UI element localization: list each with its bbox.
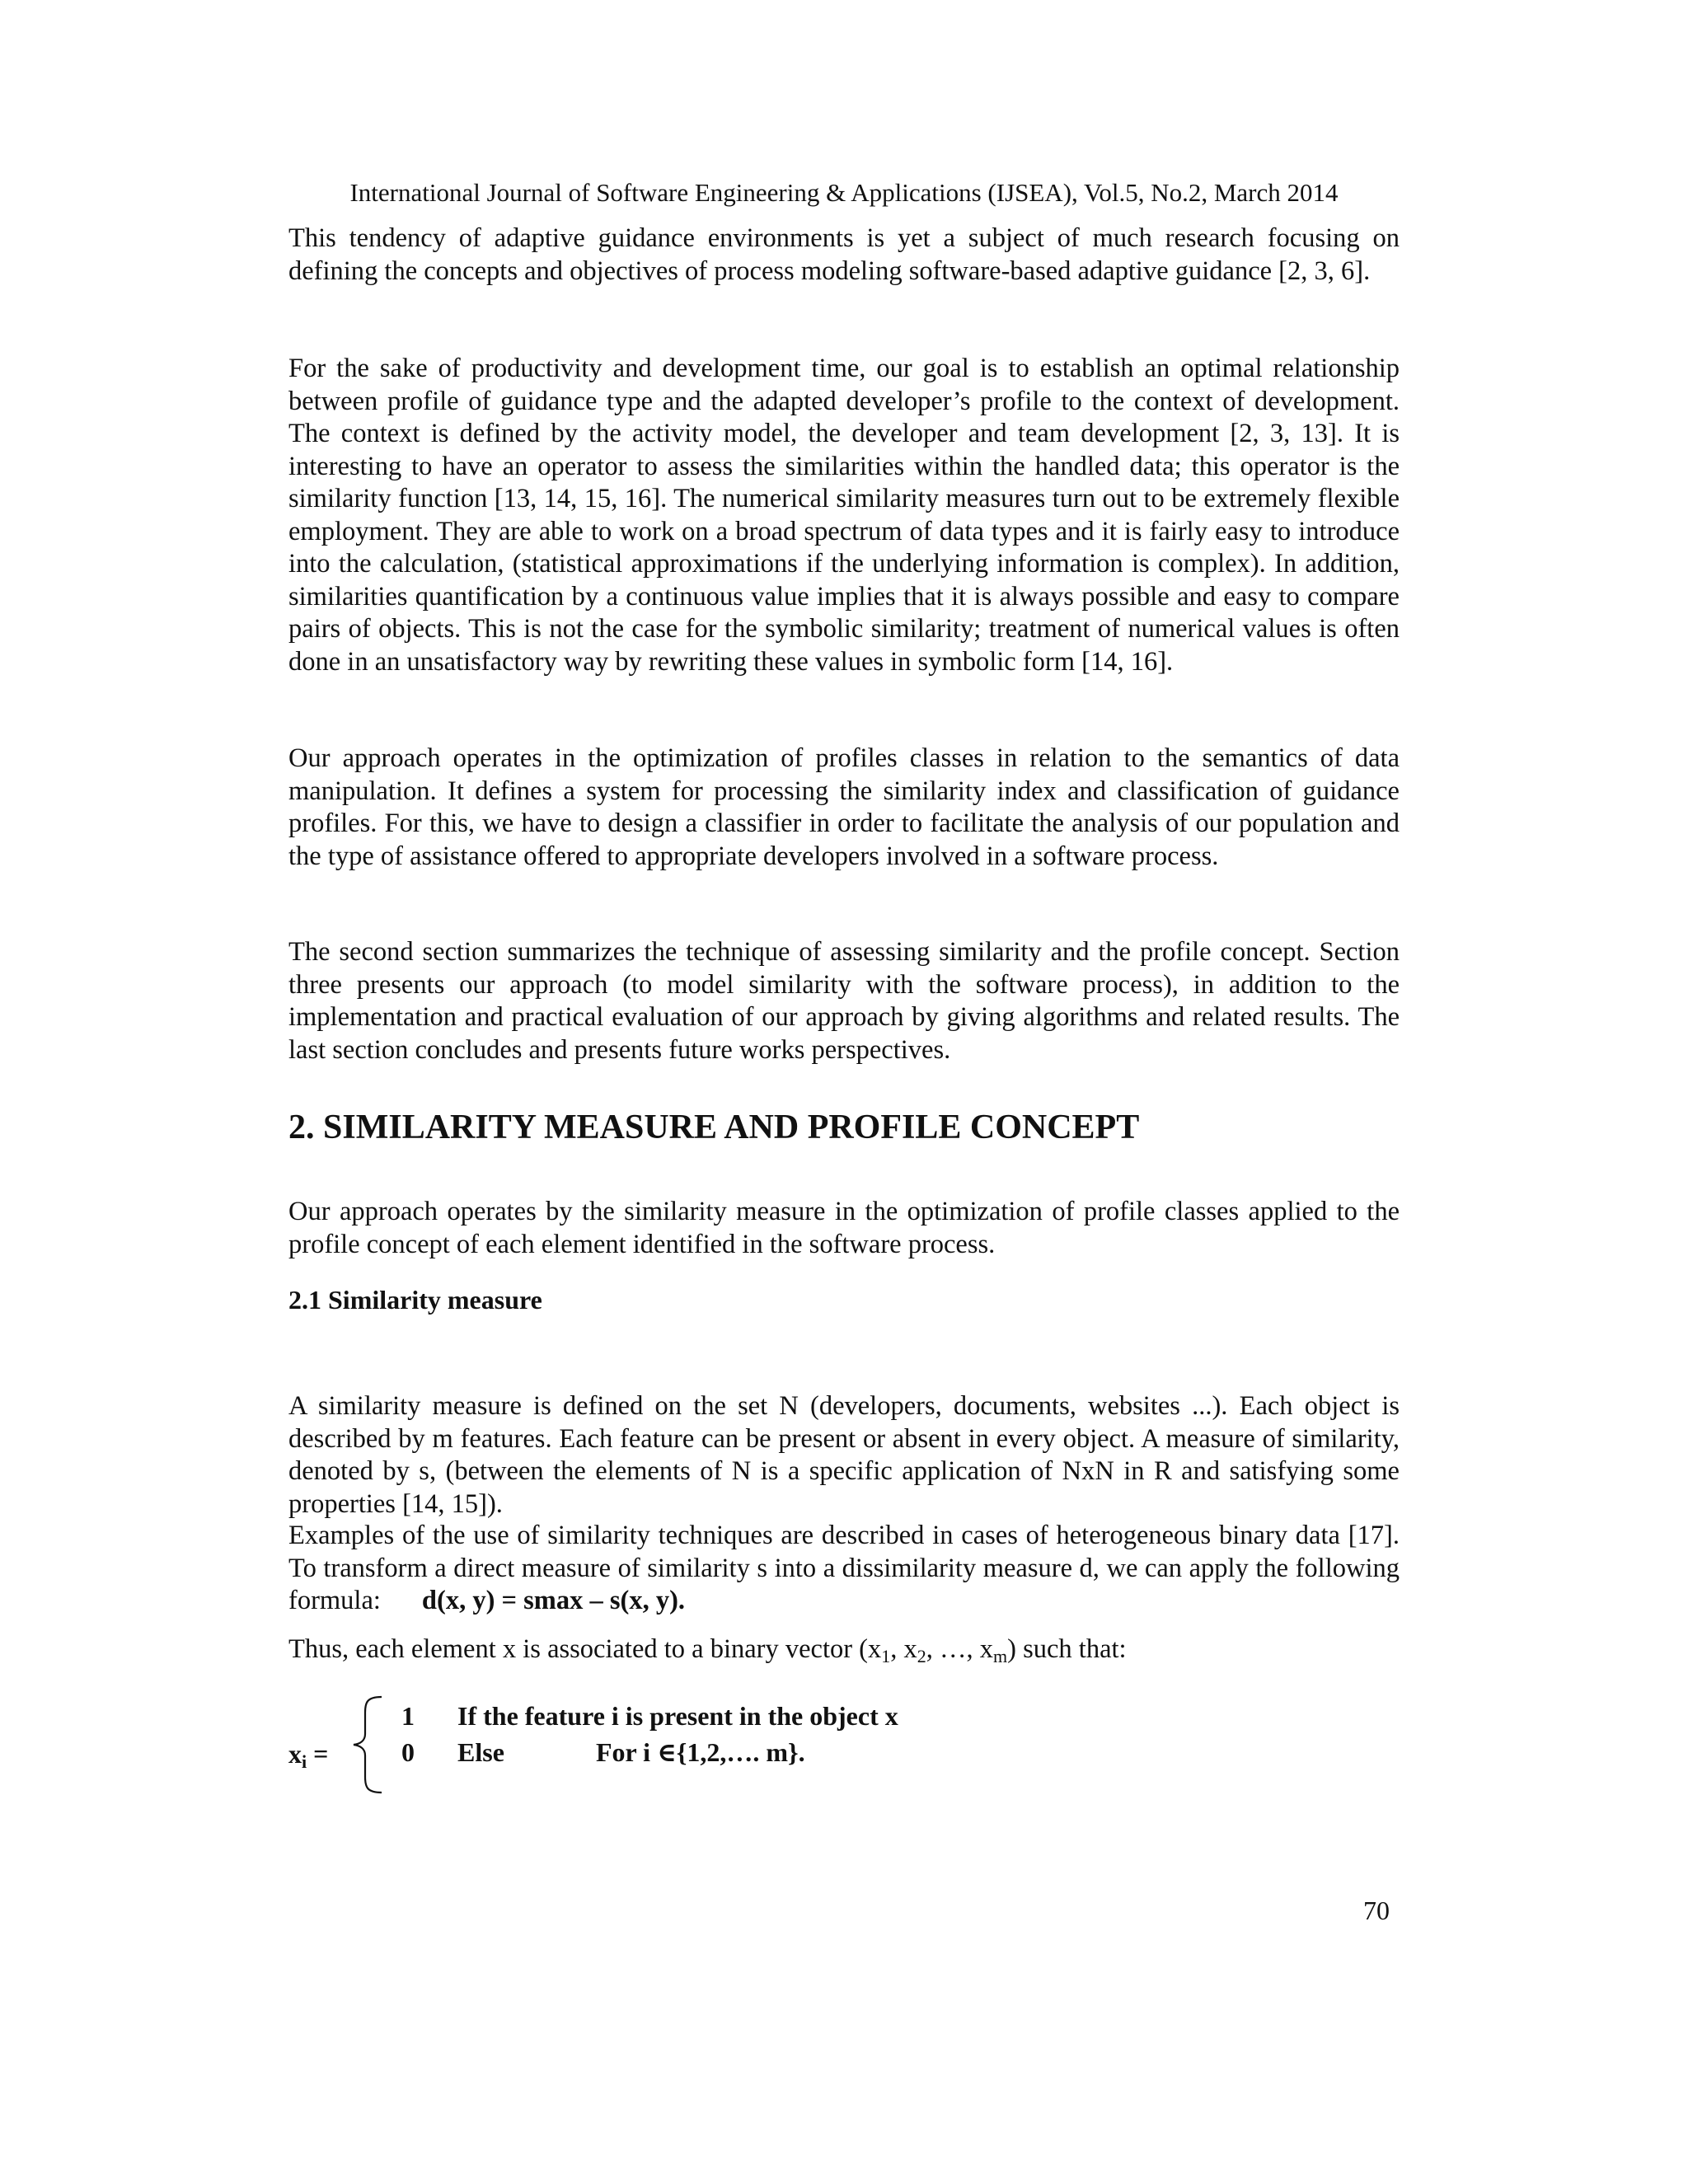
- binary-vector-lead: Thus, each element x is associated to a binary vector (x: [288, 1634, 882, 1664]
- dissimilarity-formula: d(x, y) = smax – s(x, y).: [421, 1586, 686, 1615]
- binary-vector-comma: , x: [890, 1634, 917, 1664]
- section-heading: 2. SIMILARITY MEASURE AND PROFILE CONCEPT: [288, 1108, 1140, 1146]
- paragraph-goal: For the sake of productivity and development time, our goal is to establish an optimal relationship between profile of guidance type and the adapted developer’s profile to the context of development. The context is defined by the activity model, the developer and team development [2, 3, 13]. It is interesting to have an operator to assess the similarities within the handled data; this operator is the similarity function [13, 14, 15, 16]. The numerical similarity measures turn out to be extremely flexible employment. They are able to work on a broad spectrum of data types and it is fairly easy to introduce into the calculation, (statistical approximations if the underlying information is complex). In addition, similarities quantification by a continuous value implies that it is always possible and easy to compare pairs of objects. This is not the case for the symbolic similarity; treatment of numerical values is often done in an unsatisfactory way by rewriting these values in symbolic form [14, 16].: [288, 354, 1400, 677]
- subscript-m: m: [993, 1646, 1008, 1666]
- left-brace-icon: [350, 1694, 392, 1795]
- paragraph-outline: The second section summarizes the technique of assessing similarity and the profile concept. Section three presents our approach (to model similarity with the software process), in addition to the implementation and practical evaluation of our approach by giving algorithms and related results. The last section concludes and presents future works perspectives.: [288, 937, 1400, 1065]
- case2-value: 0: [401, 1737, 415, 1767]
- binary-vector-ellipsis: , …, x: [926, 1634, 994, 1664]
- case1-condition: If the feature i is present in the object x: [457, 1701, 898, 1731]
- binary-vector-tail: ) such that:: [1007, 1634, 1127, 1664]
- paragraph-section-intro: Our approach operates by the similarity measure in the optimization of profile classes applied to the profile concept of each element identified in the software process.: [288, 1197, 1400, 1259]
- paragraph-adaptive-guidance: This tendency of adaptive guidance environments is yet a subject of much research focusing on defining the concepts and objectives of process modeling software-based adaptive guidance [2, 3, 6].: [288, 223, 1400, 286]
- formula-lhs: [288, 1737, 328, 1770]
- paragraph-approach: Our approach operates in the optimization of profiles classes in relation to the semantics of data manipulation. It defines a system for processing the similarity index and classification of guidance profiles. For this, we have to design a classifier in order to facilitate the analysis of our population and the type of assistance offered to appropriate developers involved in a software process.: [288, 743, 1400, 871]
- subscript-1: 1: [881, 1646, 891, 1666]
- formula-lhs-subscript: i: [302, 1751, 307, 1772]
- paragraph-similarity-definition: A similarity measure is defined on the set N (developers, documents, websites ...). Each object is described by m features. Each feature can be present or absent in every object. A measure of similarity, denoted by s, (between the elements of N is a specific application of NxN in R and satisfying some properties [14, 15]).: [288, 1391, 1400, 1519]
- running-header: International Journal of Software Engineering & Applications (IJSEA), Vol.5, No.2, March 2014: [349, 178, 1339, 207]
- case2-domain: For i ∈{1,2,…. m}.: [596, 1737, 805, 1767]
- subscript-2: 2: [917, 1646, 926, 1666]
- dissimilarity-text: Examples of the use of similarity techniques are described in cases of heterogeneous binary data [17]. To transform a direct measure of similarity s into a dissimilarity measure d, we can apply the following formula:: [288, 1521, 1400, 1615]
- page-number: 70: [1363, 1896, 1390, 1925]
- subsection-heading: 2.1 Similarity measure: [288, 1285, 542, 1315]
- case2-else: Else: [457, 1737, 504, 1767]
- paragraph-binary-vector: [288, 1633, 1400, 1666]
- formula-lhs-equals: =: [307, 1739, 329, 1769]
- case1-value: 1: [401, 1701, 415, 1731]
- paragraph-dissimilarity: [288, 1520, 1400, 1618]
- formula-lhs-var: x: [288, 1739, 302, 1769]
